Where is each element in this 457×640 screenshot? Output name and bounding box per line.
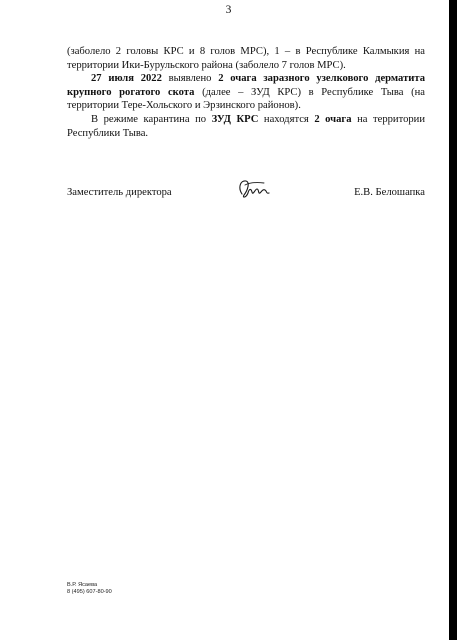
signature-row: [67, 187, 425, 207]
disease-abbrev: ЗУД КРС: [211, 113, 259, 125]
scan-edge-strip: [449, 0, 457, 640]
outbreak-date: 27 июля 2022: [91, 73, 162, 85]
paragraph-1-text: (заболело 2 головы КРС и 8 голов МРС), 1 – в Республике Калмыкия на территории Ики-Бурульского района (заболело 7 голов МРС).: [67, 46, 425, 71]
outbreak-count: 2 очага: [314, 113, 352, 125]
page-number: 3: [225, 4, 232, 16]
paragraph-2-text-a: выявлено: [161, 73, 219, 85]
signatory-name: Е.В. Белошапка: [354, 187, 425, 198]
outbreak-description: 2 очага заразного узелкового дерматита крупного рогатого скота: [67, 73, 426, 98]
executor-phone: 8 (495) 607-80-90: [67, 589, 112, 596]
paragraph-3-text-c: на территории Республики Тыва.: [67, 113, 426, 139]
body-text: [67, 45, 425, 140]
paragraph-1: [67, 45, 425, 72]
executor-name: В.Р. Ясаева: [67, 582, 98, 588]
paragraph-2-text-b: (далее – ЗУД КРС) в Республике Тыва (на территории Тере-Хольского и Эрзинского районов).: [67, 86, 425, 112]
executor-info: [67, 582, 112, 597]
signatory-title: Заместитель директора: [67, 187, 172, 198]
paragraph-2: [67, 72, 425, 113]
paragraph-3-text-a: В режиме карантина по: [91, 113, 212, 125]
paragraph-3-text-b: находятся: [258, 113, 315, 125]
paragraph-3: [67, 113, 425, 140]
